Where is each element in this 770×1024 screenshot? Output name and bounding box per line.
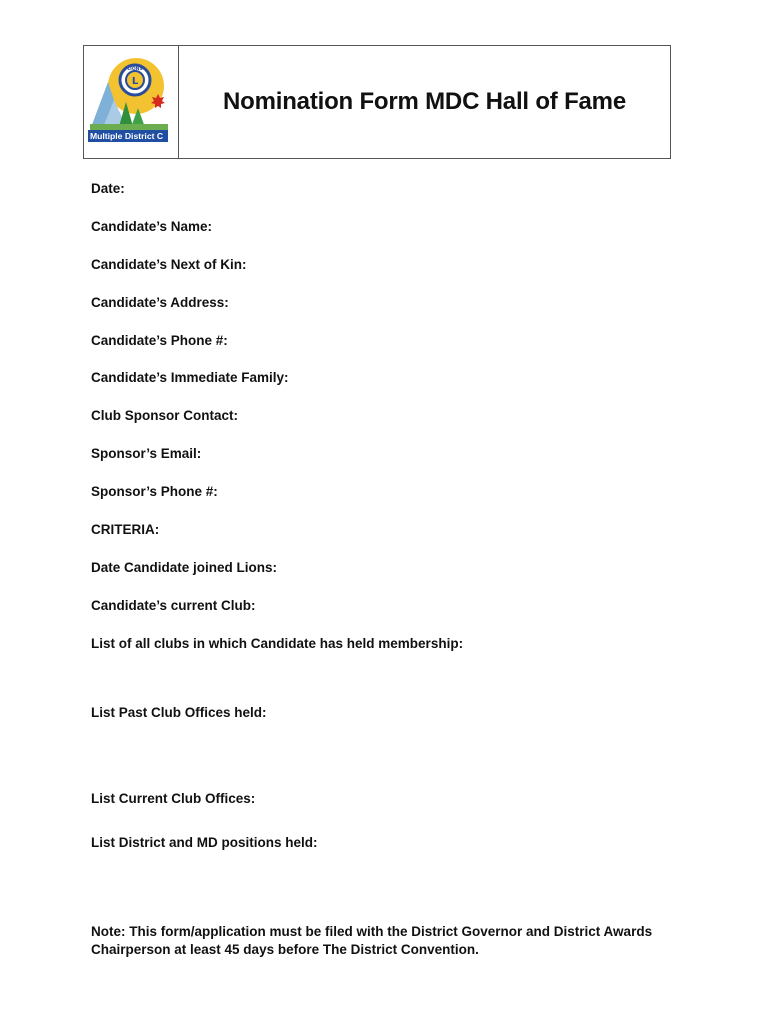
field-date: Date: xyxy=(91,181,125,196)
field-sponsor-email: Sponsor’s Email: xyxy=(91,446,202,461)
logo-cell xyxy=(84,46,179,158)
field-phone: Candidate’s Phone #: xyxy=(91,333,228,348)
field-address: Candidate’s Address: xyxy=(91,295,229,310)
field-next-of-kin: Candidate’s Next of Kin: xyxy=(91,257,247,272)
field-past-offices: List Past Club Offices held: xyxy=(91,705,267,720)
logo-banner-text: Multiple District C xyxy=(90,131,164,141)
lions-logo-icon xyxy=(88,58,174,144)
field-sponsor-phone: Sponsor’s Phone #: xyxy=(91,484,218,499)
field-immediate-family: Candidate’s Immediate Family: xyxy=(91,370,289,385)
field-club-sponsor-contact: Club Sponsor Contact: xyxy=(91,408,238,423)
field-district-positions: List District and MD positions held: xyxy=(91,835,318,850)
title-cell xyxy=(179,46,670,158)
logo-emblem-text: LIONS xyxy=(127,67,143,72)
criteria-heading: CRITERIA: xyxy=(91,522,160,537)
svg-text:L: L xyxy=(131,76,139,87)
field-all-clubs: List of all clubs in which Candidate has held membership: xyxy=(91,636,464,651)
field-current-club: Candidate’s current Club: xyxy=(91,598,256,613)
header-box xyxy=(83,45,671,159)
filing-note: Note: This form/application must be filed with the District Governor and District Awards Chairperson at least 45 days before The District Convention. xyxy=(91,924,653,957)
field-date-joined: Date Candidate joined Lions: xyxy=(91,560,278,575)
field-candidate-name: Candidate’s Name: xyxy=(91,219,213,234)
form-title: Nomination Form MDC Hall of Fame xyxy=(223,88,626,115)
field-current-offices: List Current Club Offices: xyxy=(91,791,256,806)
